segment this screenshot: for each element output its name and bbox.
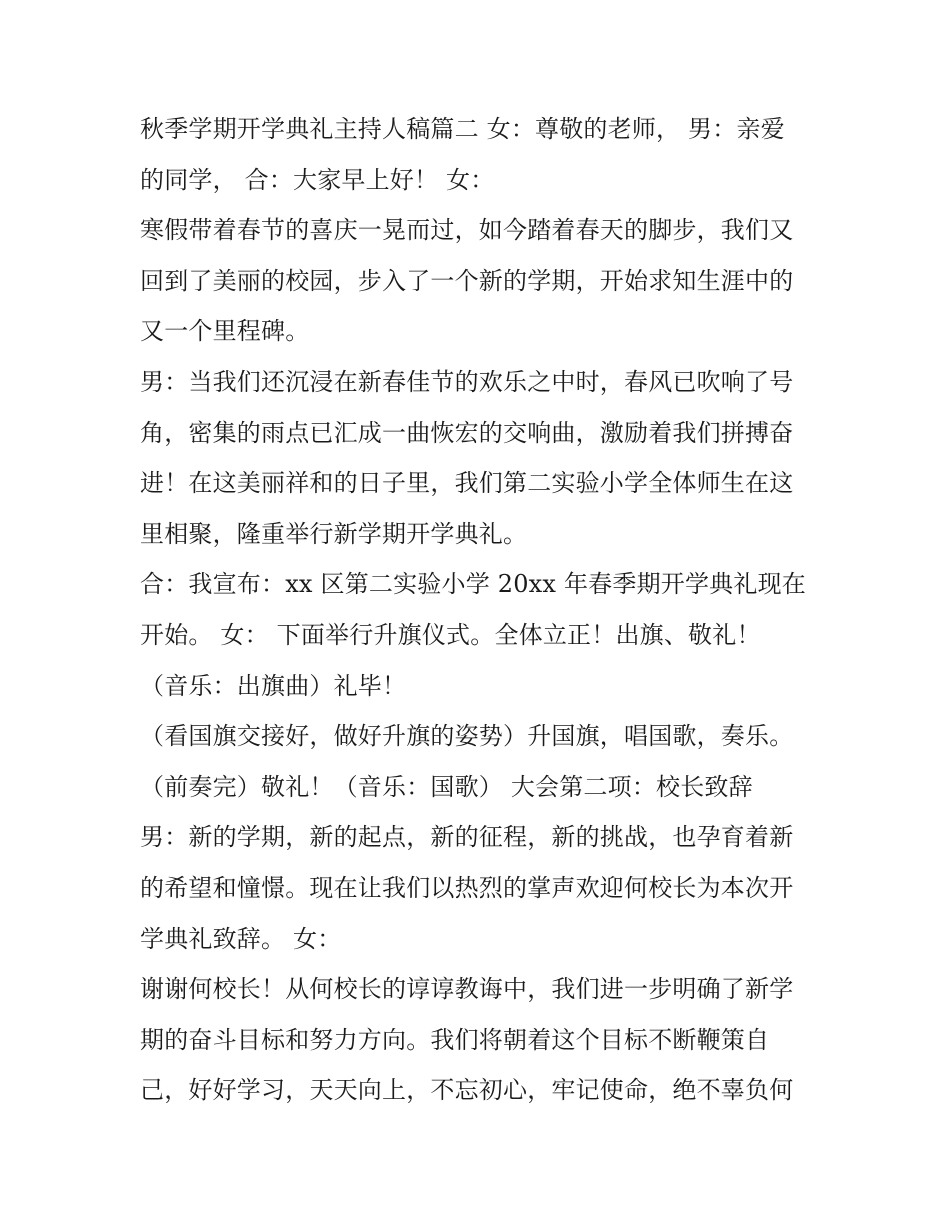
text-line: （看国旗交接好，做好升旗的姿势）升国旗，唱国歌，奏乐。	[140, 722, 794, 751]
text-line: 的同学， 合：大家早上好！ 女：	[140, 165, 495, 194]
text-line: 开始。 女： 下面举行升旗仪式。全体立正！出旗、敬礼！	[140, 620, 761, 649]
text-line: （前奏完）敬礼！（音乐：国歌） 大会第二项：校长致辞	[140, 772, 753, 801]
text-line: 谢谢何校长！从何校长的谆谆教诲中，我们进一步明确了新学	[140, 975, 794, 1004]
text-line: 的希望和憧憬。现在让我们以热烈的掌声欢迎何校长为本次开	[140, 873, 794, 902]
text-line: 己，好好学习，天天向上，不忘初心，牢记使命，绝不辜负何	[140, 1076, 794, 1105]
text-line: 秋季学期开学典礼主持人稿篇二 女：尊敬的老师， 男：亲爱	[140, 115, 785, 143]
text-line: 男：当我们还沉浸在新春佳节的欢乐之中时，春风已吹响了号	[140, 367, 794, 396]
text-line: 又一个里程碑。	[140, 317, 310, 346]
text-line: 回到了美丽的校园，步入了一个新的学期，开始求知生涯中的	[140, 266, 794, 295]
text-line: 合：我宣布：xx 区第二实验小学 20xx 年春季期开学典礼现在	[140, 570, 806, 599]
text-line: 寒假带着春节的喜庆一晃而过，如今踏着春天的脚步，我们又	[140, 216, 794, 245]
text-line: 学典礼致辞。 女：	[140, 924, 342, 953]
text-line: 角，密集的雨点已汇成一曲恢宏的交响曲，激励着我们拼搏奋	[140, 418, 794, 447]
document-body	[140, 104, 820, 1116]
text-line: （音乐：出旗曲）礼毕！	[140, 671, 407, 700]
text-line: 里相聚，隆重举行新学期开学典礼。	[140, 519, 528, 548]
text-line: 期的奋斗目标和努力方向。我们将朝着这个目标不断鞭策自	[140, 1025, 770, 1054]
text-line: 男：新的学期，新的起点，新的征程，新的挑战，也孕育着新	[140, 823, 794, 852]
text-line: 进！在这美丽祥和的日子里，我们第二实验小学全体师生在这	[140, 469, 794, 498]
